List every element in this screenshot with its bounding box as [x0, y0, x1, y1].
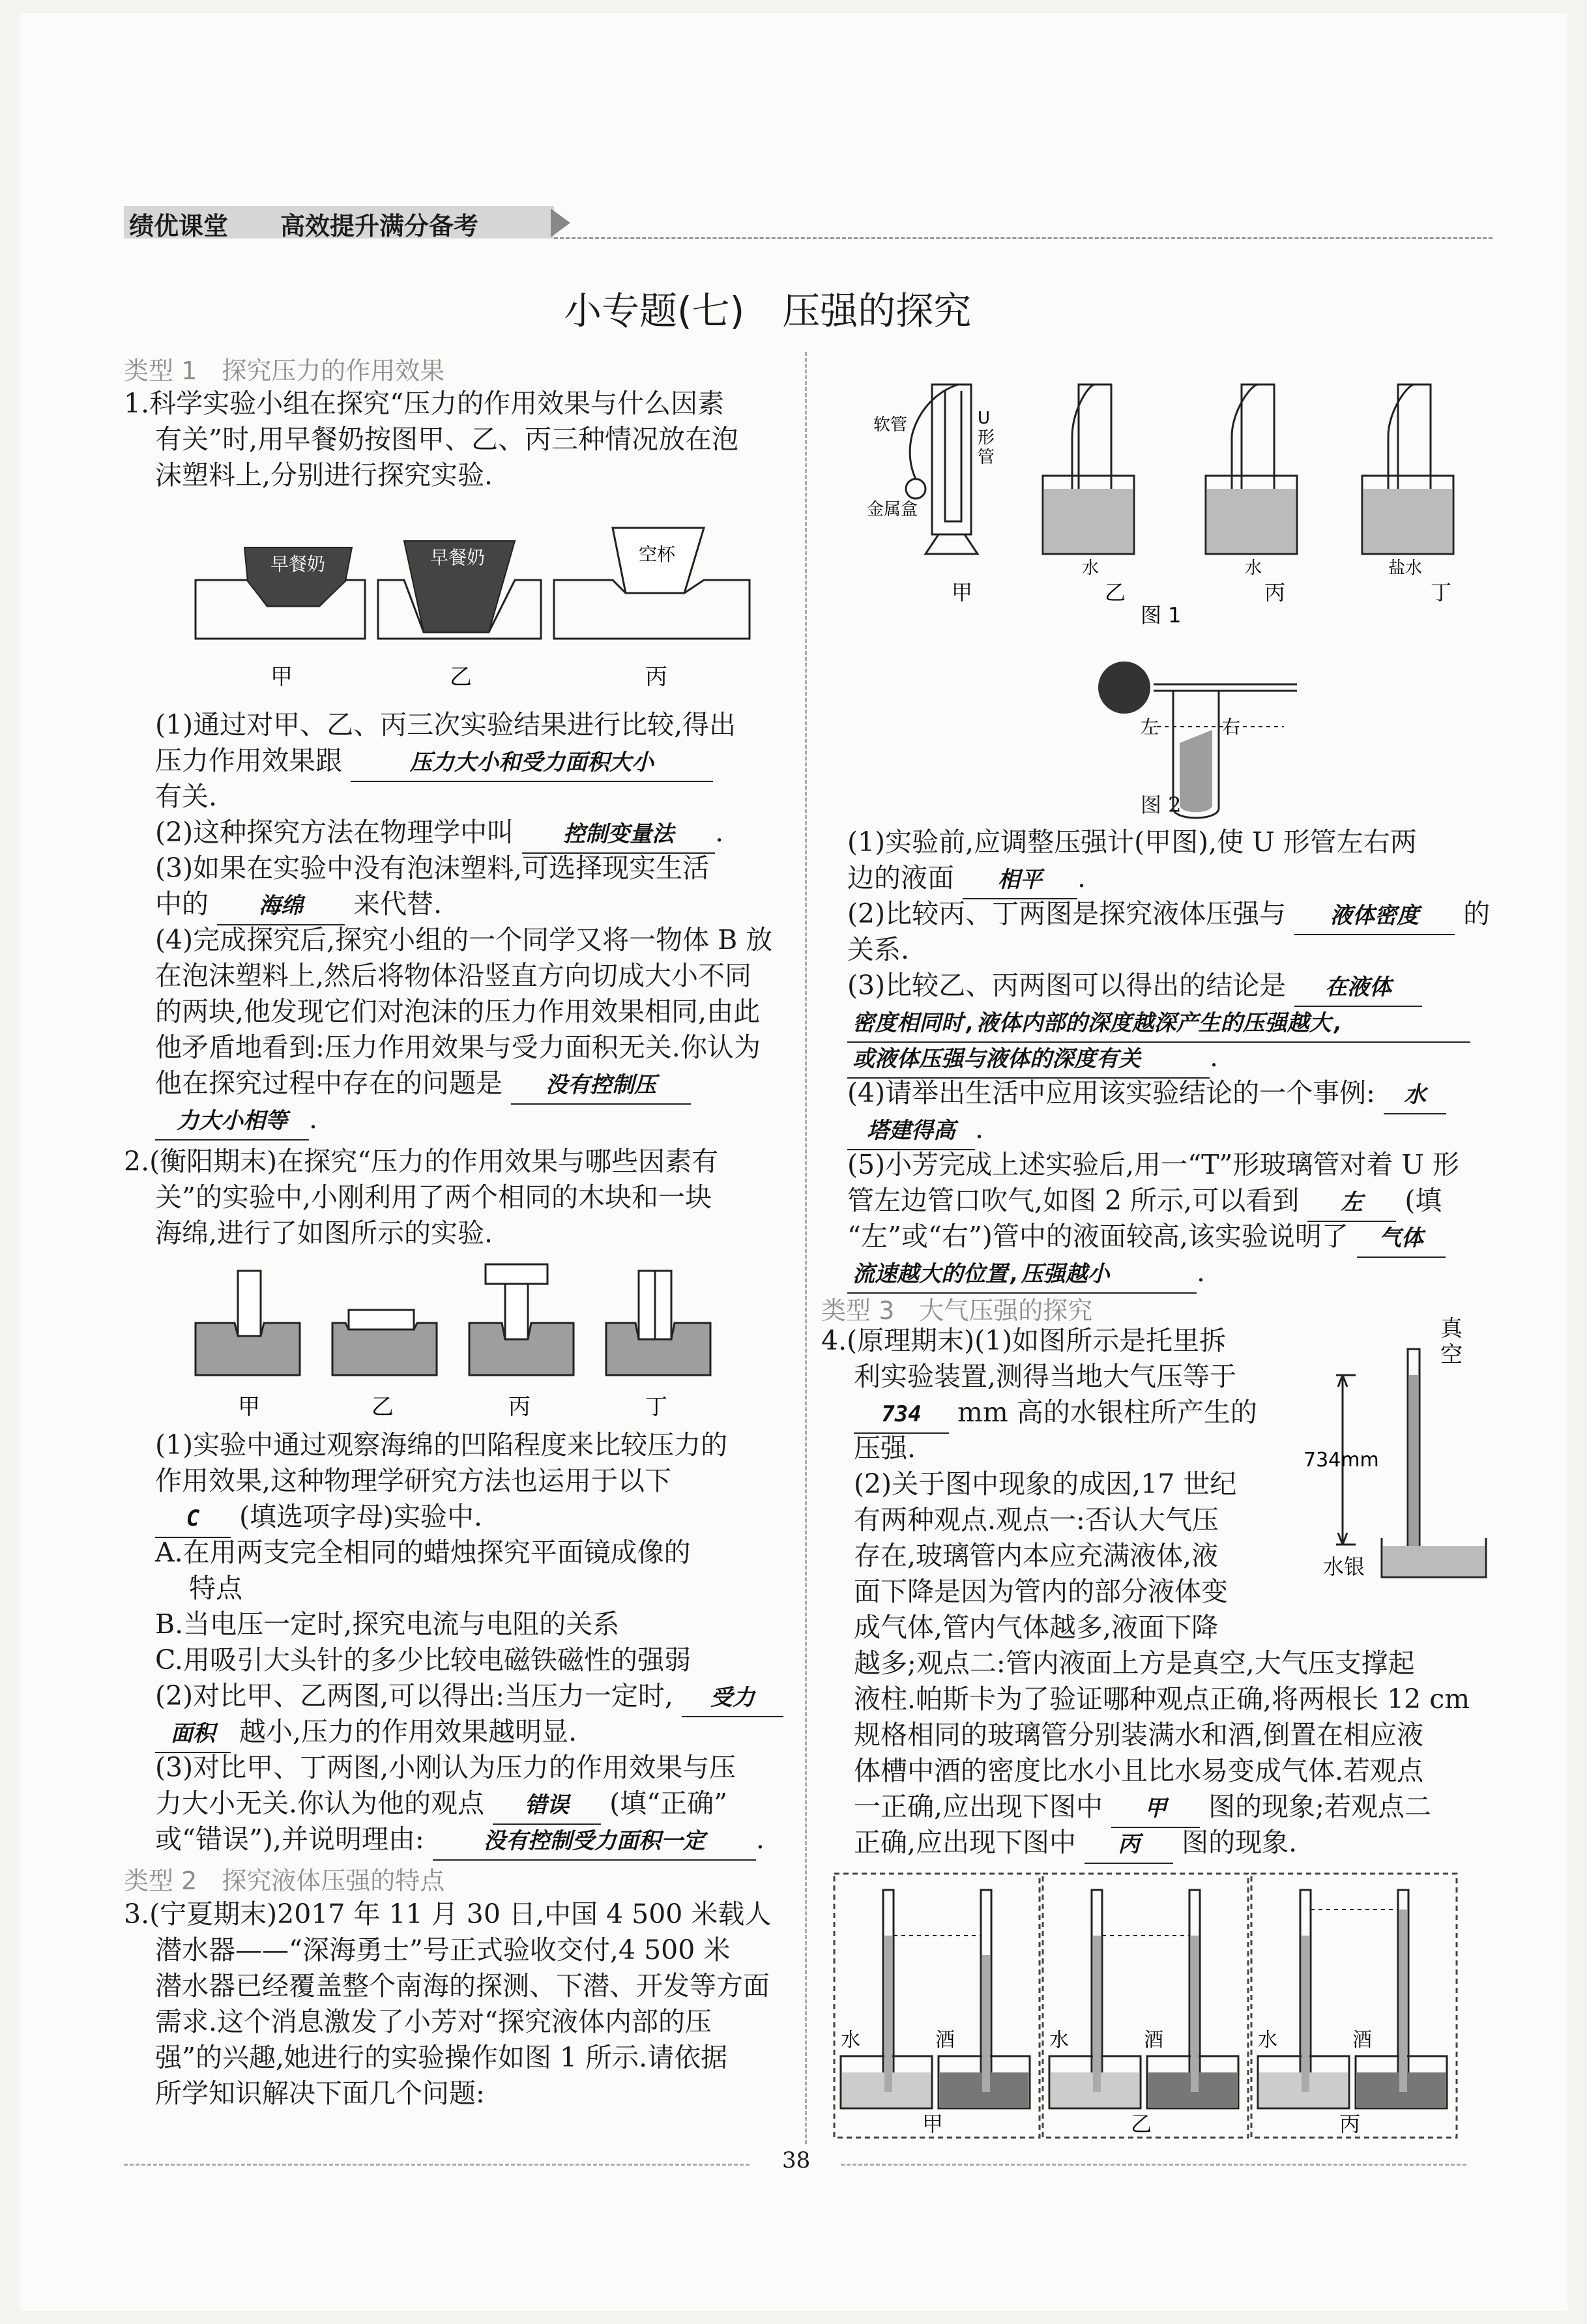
q3-stem-4: 需求.这个消息激发了小芳对“探究液体内部的压 — [155, 2006, 712, 2037]
q3-fig2-right: 右 — [1222, 716, 1241, 738]
q1-fig-label-c: 空杯 — [639, 544, 676, 565]
q1-p3b: 中的 — [155, 888, 209, 920]
q3-fig1-liq-bing: 水 — [1245, 559, 1262, 578]
q2-p2a-line — [155, 1678, 783, 1717]
q1-p3c: 来代替. — [353, 888, 443, 920]
q3-answer-2: 液体密度 — [1294, 898, 1455, 935]
q3-fig1-cap-yi: 乙 — [1105, 580, 1126, 605]
q3-p2c: 关系. — [847, 934, 910, 965]
q1-p2-line: (2)这种探究方法在物理学中叫 控制变量法 . — [155, 815, 723, 854]
q4-p1b: 压强. — [854, 1432, 916, 1464]
q2-p1c-line — [155, 1499, 482, 1538]
q4-p2-3: 存在,玻璃管内本应充满液体,液 — [854, 1540, 1219, 1571]
q1-answer-1: 压力大小和受力面积大小 — [351, 745, 713, 782]
q3-fig1-cap-bing: 丙 — [1264, 580, 1286, 605]
q4-fig2-wine-3: 酒 — [1352, 2029, 1372, 2052]
q2-p1-1: (1)实验中通过观察海绵的凹陷程度来比较压力的 — [155, 1429, 728, 1460]
q4-fig-vac-2: 空 — [1440, 1342, 1463, 1368]
q3-answer-5b: 气体 — [1357, 1221, 1446, 1258]
q3-stem-3: 潜水器已经覆盖整个南海的探测、下潜、开发等方面 — [155, 1970, 770, 2001]
q2-p1c: (填选项字母)实验中. — [239, 1501, 483, 1532]
footer-rule-left — [124, 2164, 750, 2166]
q2-p3b-line — [155, 1786, 727, 1825]
q2-stem-3: 海绵,进行了如图所示的实验. — [155, 1217, 493, 1249]
q1-ans4b-line: 力大小相等 . — [155, 1101, 317, 1140]
q4-fig2-cap-yi: 乙 — [1131, 2112, 1152, 2136]
header-rule — [554, 237, 1492, 239]
q3-answer-3c: 或液体压强与液体的深度有关 — [847, 1041, 1210, 1079]
q3-p5d-line — [847, 1219, 1446, 1258]
q2-answer-3b: 没有控制受力面积一定 — [433, 1823, 756, 1861]
q3-answer-4a: 水 — [1384, 1077, 1446, 1114]
q2-figure — [189, 1258, 763, 1427]
q2-p3a: (3)对比甲、丁两图,小刚认为压力的作用效果与压 — [155, 1752, 736, 1783]
q3-p2a: (2)比较丙、丁两图是探究液体压强与 — [847, 898, 1287, 929]
q3-p1b: 边的液面 — [847, 862, 954, 893]
q4-fig-vac-1: 真 — [1440, 1316, 1463, 1342]
q1-p4-2: 在泡沫塑料上,然后将物体沿竖直方向切成大小不同 — [155, 960, 752, 991]
q3-fig1-box: 金属盒 — [867, 500, 918, 519]
q4-fig2-cap-bing: 丙 — [1339, 2112, 1361, 2136]
q4-answer-1: 734 — [854, 1397, 949, 1434]
q4-p1: mm 高的水银柱所产生的 — [957, 1397, 1257, 1428]
q3-figure-1 — [854, 358, 1506, 658]
q3-p1a: (1)实验前,应调整压强计(甲图),使 U 形管左右两 — [847, 826, 1417, 858]
q1-p4-3: 的两块,他发现它们对泡沫的压力作用效果相同,由此 — [155, 996, 761, 1027]
q4-p2-5: 成气体,管内气体越多,液面下降 — [854, 1612, 1219, 1643]
q3-p4-line — [847, 1075, 1446, 1114]
q1-p1a: (1)通过对甲、乙、丙三次实验结果进行比较,得出 — [155, 709, 736, 740]
q4-p2-4: 面下降是因为管内的部分液体变 — [854, 1576, 1228, 1607]
q2-answer-2a: 受力 — [682, 1680, 783, 1717]
header-brand: 绩优课堂 — [129, 212, 229, 240]
q4-p4c-line — [854, 1825, 1297, 1864]
q1-stem-3: 沫塑料上,分别进行探究实验. — [155, 459, 493, 491]
q3-fig1-liq-ding: 盐水 — [1388, 559, 1423, 578]
q3-stem-5: 强”的兴趣,她进行的实验操作如图 1 所示.请依据 — [155, 2042, 728, 2073]
q1-p3b-line — [155, 886, 442, 925]
q1-p1b: 压力作用效果跟 — [155, 745, 342, 776]
q3-p5b-line — [847, 1183, 1442, 1222]
column-divider — [805, 352, 807, 2144]
q2-stem-2: 关”的实验中,小刚利用了两个相同的木块和一块 — [155, 1182, 712, 1213]
q1-p1b-line — [155, 743, 713, 782]
q4-stem-1: 4.(原理期末)(1)如图所示是托里拆 — [821, 1325, 1227, 1356]
q3-fig1-cap-jia: 甲 — [952, 580, 973, 605]
q3-ans3b-line — [847, 1004, 1470, 1043]
q3-p5d: “左”或“右”)管中的液面较高,该实验说明了 — [847, 1221, 1348, 1252]
q2-p1-2: 作用效果,这种物理学研究方法也运用于以下 — [155, 1465, 672, 1496]
q1-answer-2: 控制变量法 — [522, 817, 715, 854]
q1-p3a: (3)如果在实验中没有泡沫塑料,可选择现实生活 — [155, 852, 710, 884]
q3-p5c: (填 — [1405, 1185, 1442, 1216]
q3-ans4b-line: 塔建得高 . — [847, 1111, 983, 1150]
q4-fig2-cap-jia: 甲 — [922, 2112, 944, 2136]
q4-p3-4: 体槽中酒的密度比水小且比水易变成气体.若观点 — [854, 1755, 1424, 1786]
q1-p4-5: 他在探究过程中存在的问题是 — [155, 1068, 502, 1099]
q4-p4b: 图的现象;若观点二 — [1208, 1791, 1431, 1822]
type1-title: 类型 1 探究压力的作用效果 — [124, 356, 445, 385]
q4-fig2-wine-1: 酒 — [935, 2029, 955, 2052]
q1-stem-2: 有关”时,用早餐奶按图甲、乙、丙三种情况放在泡 — [155, 424, 738, 455]
type2-title: 类型 2 探究液体压强的特点 — [124, 1866, 445, 1895]
q2-p3d: 或“错误”),并说明理由: — [155, 1823, 424, 1855]
q2-stem-1: 2.(衡阳期末)在探究“压力的作用效果与哪些因素有 — [124, 1146, 719, 1177]
q3-p4: (4)请举出生活中应用该实验结论的一个事例: — [847, 1077, 1375, 1109]
q4-p4a-line — [854, 1789, 1431, 1828]
q1-p4-5-line — [155, 1066, 691, 1105]
q4-p4d: 图的现象. — [1182, 1827, 1298, 1858]
q2-optA-2: 特点 — [189, 1573, 242, 1604]
q4-p3-1: 越多;观点二:管内液面上方是真空,大气压支撑起 — [854, 1648, 1415, 1679]
q1-fig-cap-yi: 乙 — [450, 664, 472, 690]
q3-stem-2: 潜水器——“深海勇士”号正式验收交付,4 500 米 — [155, 1934, 731, 1966]
q2-fig-cap-yi: 乙 — [371, 1394, 394, 1420]
q3-fig1-u-1: U — [978, 409, 991, 428]
q1-p4-1: (4)完成探究后,探究小组的一个同学又将一物体 B 放 — [155, 924, 773, 955]
q3-answer-1: 相平 — [963, 862, 1077, 899]
q2-p3c: (填“正确” — [609, 1788, 728, 1819]
header-arrow-icon — [551, 209, 570, 237]
q3-fig1-u-3: 管 — [978, 448, 995, 467]
q2-optC: C.用吸引大头针的多少比较电磁铁磁性的强弱 — [155, 1644, 691, 1676]
q3-p5b: 管左边管口吹气,如图 2 所示,可以看到 — [847, 1185, 1300, 1216]
q4-answer-3: 丙 — [1085, 1827, 1173, 1864]
page — [20, 13, 1567, 2311]
footer-rule-right — [841, 2164, 1466, 2166]
q3-fig1-liq-yi: 水 — [1082, 559, 1099, 578]
q4-fig2-water-3: 水 — [1258, 2029, 1277, 2052]
q2-fig-cap-ding: 丁 — [645, 1394, 667, 1420]
q4-fig2-wine-2: 酒 — [1144, 2029, 1163, 2052]
q1-figure — [189, 508, 763, 704]
q3-p1b-line: 边的液面 相平 . — [847, 860, 1086, 899]
q2-p3d-line: 或“错误”),并说明理由: 没有控制受力面积一定 . — [155, 1822, 764, 1861]
q1-answer-4b: 力大小相等 — [155, 1103, 309, 1140]
q3-stem-6: 所学知识解决下面几个问题: — [155, 2078, 485, 2109]
q2-optA-1: A.在用两支完全相同的蜡烛探究平面镜成像的 — [155, 1537, 691, 1568]
q3-fig2-caption: 图 2 — [1141, 792, 1182, 817]
q2-p2b-line — [155, 1714, 577, 1753]
q3-fig1-cap-ding: 丁 — [1431, 580, 1452, 605]
q3-answer-4b: 塔建得高 — [847, 1113, 975, 1150]
q2-p3b: 力大小无关.你认为他的观点 — [155, 1788, 485, 1819]
q4-p3-3: 规格相同的玻璃管分别装满水和酒,倒置在相应液 — [854, 1719, 1424, 1750]
q4-torricelli-figure — [1303, 1310, 1538, 1597]
q2-answer-2b: 面积 — [155, 1716, 231, 1753]
q1-stem-1: 1.科学实验小组在探究“压力的作用效果与什么因素 — [124, 388, 725, 419]
q2-p2a: (2)对比甲、乙两图,可以得出:当压力一定时, — [155, 1680, 673, 1711]
q3-p2b: 的 — [1463, 898, 1491, 929]
q4-stem-2: 利实验装置,测得当地大气压等于 — [854, 1361, 1237, 1392]
q3-p3a-line — [847, 968, 1422, 1007]
q4-p3-2: 液柱.帕斯卡为了验证哪种观点正确,将两根长 12 cm — [854, 1683, 1470, 1715]
q3-p3a: (3)比较乙、丙两图可以得出的结论是 — [847, 970, 1287, 1001]
q3-answer-5: 左 — [1307, 1185, 1396, 1222]
q1-fig-label-b: 早餐奶 — [430, 547, 486, 568]
q3-answer-5c: 流速越大的位置,压强越小 — [847, 1256, 1197, 1294]
type3-title: 类型 3 大气压强的探究 — [821, 1296, 1093, 1325]
q4-fig-hg: 水银 — [1323, 1554, 1365, 1579]
q2-answer-3: 错误 — [493, 1788, 601, 1825]
q4-p1-line — [854, 1395, 1257, 1434]
q3-ans5c-line: 流速越大的位置,压强越小 . — [847, 1255, 1205, 1294]
header-slogan: 高效提升满分备考 — [280, 212, 479, 240]
q2-fig-cap-jia: 甲 — [238, 1394, 260, 1420]
q4-fig2-water-2: 水 — [1049, 2029, 1069, 2052]
q1-p4-4: 他矛盾地看到:压力作用效果与受力面积无关.你认为 — [155, 1032, 761, 1063]
q1-fig-cap-bing: 丙 — [645, 664, 667, 690]
q2-optB: B.当电压一定时,探究电流与电阻的关系 — [155, 1608, 620, 1640]
q1-answer-3: 海绵 — [217, 888, 345, 925]
q1-fig-cap-jia: 甲 — [270, 664, 293, 690]
q4-answer-2: 甲 — [1111, 1791, 1200, 1828]
page-title: 小专题(七) 压强的探究 — [564, 289, 972, 333]
q3-figure-2 — [1088, 658, 1349, 828]
q1-p1c: 有关. — [155, 781, 218, 812]
q3-answer-3b: 密度相同时,液体内部的深度越深产生的压强越大, — [847, 1006, 1470, 1043]
q1-p2: (2)这种探究方法在物理学中叫 — [155, 817, 514, 848]
q3-p2a-line — [847, 896, 1490, 935]
q4-comparison-figure — [831, 1870, 1483, 2144]
q2-fig-cap-bing: 丙 — [508, 1394, 531, 1420]
q3-fig1-caption: 图 1 — [1141, 603, 1182, 628]
q4-p4a: 一正确,应出现下图中 — [854, 1791, 1103, 1822]
q3-fig2-left: 左 — [1141, 716, 1159, 738]
q1-answer-4a: 没有控制压 — [511, 1068, 691, 1105]
q4-fig-mm: 734mm — [1303, 1449, 1379, 1472]
q3-fig1-hose: 软管 — [873, 415, 908, 435]
q3-stem-1: 3.(宁夏期末)2017 年 11 月 30 日,中国 4 500 米载人 — [124, 1898, 772, 1930]
q3-fig1-u-2: 形 — [978, 428, 995, 448]
q3-answer-3a: 在液体 — [1294, 970, 1422, 1007]
q3-ans3c-line: 或液体压强与液体的深度有关 . — [847, 1039, 1218, 1079]
q4-fig2-water-1: 水 — [841, 2029, 860, 2052]
q2-answer-1: C — [155, 1501, 231, 1538]
q4-p4c: 正确,应出现下图中 — [854, 1827, 1077, 1858]
page-number: 38 — [782, 2147, 811, 2173]
q2-p2b: 越小,压力的作用效果越明显. — [239, 1716, 577, 1747]
q4-p2-1: (2)关于图中现象的成因,17 世纪 — [854, 1468, 1237, 1500]
q4-p2-2: 有两种观点.观点一:否认大气压 — [854, 1504, 1219, 1535]
q1-fig-label-a: 早餐奶 — [270, 553, 326, 575]
q3-p5a: (5)小芳完成上述实验后,用一“T”形玻璃管对着 U 形 — [847, 1149, 1459, 1180]
